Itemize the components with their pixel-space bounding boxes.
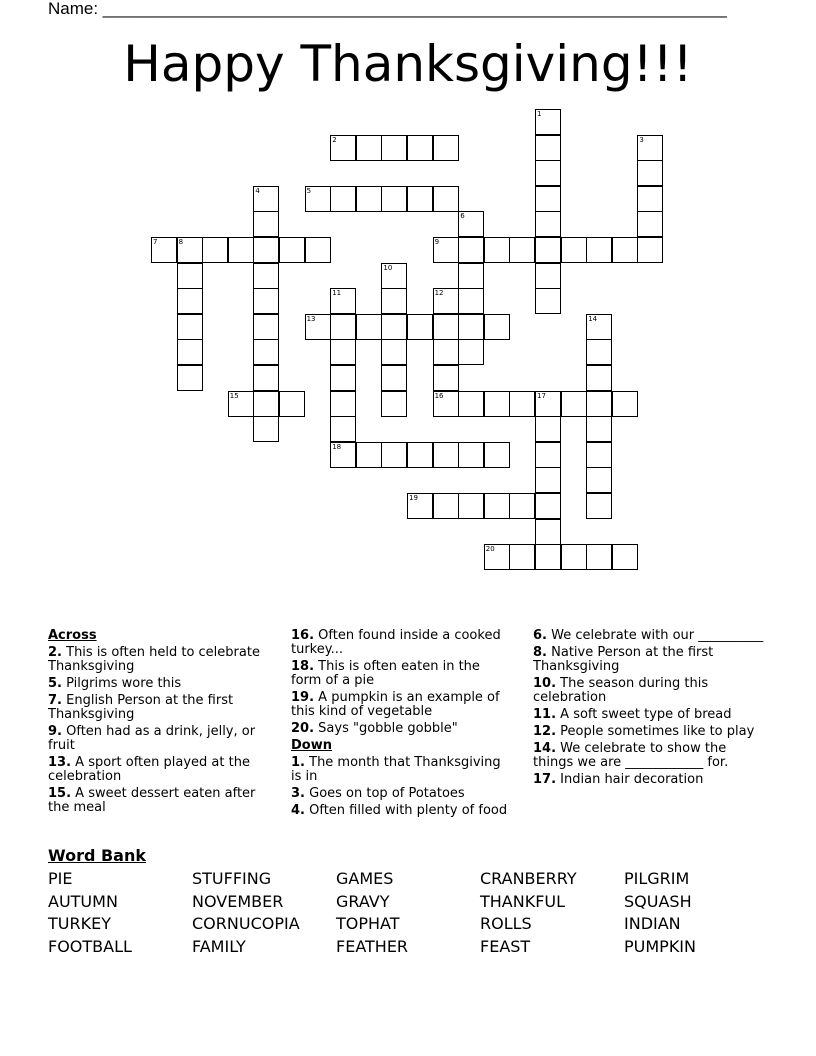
word-bank-word: PILGRIM [624,869,690,888]
grid-cell[interactable] [279,391,305,417]
grid-cell[interactable] [535,135,561,161]
grid-cell[interactable] [637,186,663,212]
word-bank-column [624,868,696,959]
grid-cell[interactable] [535,263,561,289]
grid-cell[interactable] [356,314,382,340]
grid-cell[interactable] [535,186,561,212]
clue-number: 13 [306,314,316,323]
clue-number: 1. [291,755,305,770]
grid-cell[interactable] [612,391,638,417]
grid-cell[interactable] [509,391,535,417]
clue [533,742,769,770]
clue-number: 20. [291,721,315,736]
grid-cell[interactable] [458,314,484,340]
across-heading: Across [48,628,97,643]
grid-cell[interactable] [484,237,510,263]
clue-number: 4 [255,186,260,195]
clue-number: 5. [48,676,62,691]
clue-number: 5 [306,186,312,195]
grid-cell[interactable] [535,544,561,570]
word-bank-word: TOPHAT [336,914,400,934]
clue [291,691,513,719]
grid-cell[interactable] [535,442,561,468]
word-bank-word: TURKEY [48,914,111,934]
grid-cell[interactable] [433,237,459,263]
grid-cell[interactable] [535,211,561,237]
grid-cell[interactable] [177,365,203,391]
grid-cell[interactable] [535,237,561,263]
grid-cell[interactable] [586,391,612,417]
grid-cell[interactable] [637,160,663,186]
grid-cell[interactable] [586,467,612,493]
grid-cell[interactable] [330,442,356,468]
grid-cell[interactable] [177,288,203,314]
grid-cell[interactable] [305,314,331,340]
grid-cell[interactable] [381,391,407,417]
grid-cell[interactable] [484,314,510,340]
grid-cell[interactable] [253,339,279,365]
grid-cell[interactable] [586,442,612,468]
grid-cell[interactable] [407,314,433,340]
page-title: Happy Thanksgiving!!! [123,35,693,93]
clue-text: Native Person at the first Thanksgiving [533,645,714,674]
grid-cell[interactable] [586,493,612,519]
clue-number: 16. [291,628,315,643]
word-bank-word: CORNUCOPIA [192,914,300,934]
grid-cell[interactable] [177,263,203,289]
clue-number: 4. [291,803,305,818]
grid-cell[interactable] [407,442,433,468]
grid-cell[interactable] [433,186,459,212]
clue-number: 6 [460,212,465,221]
clue-number: 6. [533,628,547,643]
grid-cell[interactable] [151,237,177,263]
clue [291,756,513,784]
clue-text: This is often eaten in the form of a pie [291,659,480,688]
grid-cell[interactable] [458,237,484,263]
grid-cell[interactable] [330,416,356,442]
grid-cell[interactable] [458,442,484,468]
clue-text: We celebrate with our __________ [551,628,764,643]
grid-cell[interactable] [433,391,459,417]
grid-cell[interactable] [637,211,663,237]
grid-cell[interactable] [381,365,407,391]
clue-number: 11 [332,289,342,298]
clue-number: 17 [537,391,546,400]
clue-text: A sweet dessert eaten after the meal [48,786,256,815]
grid-cell[interactable] [381,263,407,289]
grid-cell[interactable] [305,237,331,263]
grid-cell[interactable] [253,263,279,289]
word-bank-word: FEATHER [336,937,409,957]
grid-cell[interactable] [509,237,535,263]
grid-cell[interactable] [228,237,254,263]
clue [291,804,513,818]
clue-number: 14. [533,741,557,756]
grid-cell[interactable] [433,314,459,340]
grid-cell[interactable] [458,263,484,289]
grid-cell[interactable] [381,339,407,365]
grid-cell[interactable] [586,544,612,570]
grid-cell[interactable] [228,391,254,417]
grid-cell[interactable] [381,288,407,314]
clue [533,725,769,739]
grid-cell[interactable] [433,442,459,468]
word-bank-word: ROLLS [480,914,532,934]
grid-cell[interactable] [381,442,407,468]
name-line[interactable]: Name: __________________________________________________________________ [48,0,727,18]
grid-cell[interactable] [177,237,203,263]
clue-text: The season during this celebration [533,676,709,705]
grid-cell[interactable] [177,339,203,365]
clue-number: 15 [229,391,239,400]
grid-cell[interactable] [433,493,459,519]
word-bank-word: SQUASH [624,891,692,911]
grid-cell[interactable] [253,288,279,314]
grid-cell[interactable] [637,237,663,263]
word-bank-word: INDIAN [624,914,681,934]
clue [291,787,513,801]
clue-number: 12 [434,289,444,298]
clue-text: Indian hair decoration [560,772,704,787]
clue-number: 8. [533,645,547,660]
clue-number: 18 [332,442,342,451]
grid-cell[interactable] [330,135,356,161]
clue [533,773,769,787]
clue [48,725,274,753]
clue-number: 2. [48,645,62,660]
clue-number: 1 [537,110,542,118]
clue [533,708,769,722]
grid-cell[interactable] [484,391,510,417]
grid-cell[interactable] [586,339,612,365]
clue-text: Often filled with plenty of food [309,803,508,818]
grid-cell[interactable] [330,339,356,365]
clue [48,787,274,815]
grid-cell[interactable] [202,237,228,263]
grid-cell[interactable] [535,519,561,545]
grid-cell[interactable] [561,391,587,417]
clue-number: 12. [533,724,557,739]
grid-cell[interactable] [535,109,561,135]
clue [48,756,274,784]
clue-text: Often had as a drink, jelly, or fruit [48,724,256,753]
clue [48,646,274,674]
clue-text: Pilgrims wore this [66,676,182,691]
grid-cell[interactable] [253,314,279,340]
clue-text: We celebrate to show the things we are ____________ for. [533,741,729,770]
clues-column-2 [291,629,513,821]
grid-cell[interactable] [586,237,612,263]
clue-number: 3. [291,786,305,801]
clue [291,660,513,688]
grid-cell[interactable] [484,493,510,519]
clue [48,677,274,691]
clue-number: 7. [48,693,62,708]
clues-column-1 [48,629,274,818]
clue [533,646,769,674]
word-bank-column [336,868,408,959]
clue-number: 17. [533,772,557,787]
grid-cell[interactable] [535,467,561,493]
word-bank-word: PIE [48,869,73,888]
clue-number: 8 [178,238,184,246]
clue-text: The month that Thanksgiving is in [291,755,501,784]
grid-cell[interactable] [586,365,612,391]
clues-column-3 [533,629,769,790]
clue-number: 3 [639,135,644,144]
grid-cell[interactable] [535,493,561,519]
word-bank-word: GAMES [336,869,394,888]
grid-cell[interactable] [279,237,305,263]
clue-text: Goes on top of Potatoes [309,786,465,801]
clue-number: 18. [291,659,315,674]
grid-cell[interactable] [253,186,279,212]
grid-cell[interactable] [253,211,279,237]
clue-number: 10. [533,676,557,691]
clue-text: English Person at the first Thanksgiving [48,693,234,722]
word-bank-column [480,868,577,959]
word-bank-word: PUMPKIN [624,937,696,957]
grid-cell[interactable] [330,365,356,391]
grid-cell[interactable] [433,135,459,161]
clue-number: 19 [409,494,418,502]
grid-cell[interactable] [637,135,663,161]
grid-cell[interactable] [305,186,331,212]
down-heading: Down [291,738,332,753]
grid-cell[interactable] [407,493,433,519]
grid-cell[interactable] [535,160,561,186]
grid-cell[interactable] [253,237,279,263]
grid-cell[interactable] [484,442,510,468]
clue-number: 11. [533,707,557,722]
clue [533,677,769,705]
word-bank-column [192,868,300,959]
grid-cell[interactable] [433,339,459,365]
word-bank-column [48,868,132,959]
word-bank-word: GRAVY [336,891,390,911]
grid-cell[interactable] [330,314,356,340]
clue-number: 2 [332,135,337,144]
grid-cell[interactable] [458,288,484,314]
grid-cell[interactable] [586,416,612,442]
word-bank-word: THANKFUL [480,891,566,911]
grid-cell[interactable] [381,314,407,340]
grid-cell[interactable] [381,135,407,161]
clue-text: A sport often played at the celebration [48,755,250,784]
grid-cell[interactable] [586,314,612,340]
grid-cell[interactable] [330,186,356,212]
clue-number: 9 [434,238,440,246]
clue [291,722,513,736]
clue [291,629,513,657]
clue-number: 15. [48,786,72,801]
clue-text: A pumpkin is an example of this kind of vegetable [291,690,500,719]
clue-number: 9. [48,724,62,739]
grid-cell[interactable] [356,442,382,468]
grid-cell[interactable] [535,416,561,442]
clue-number: 7 [153,238,158,246]
clue-text: People sometimes like to play [560,724,755,739]
grid-cell[interactable] [458,211,484,237]
grid-cell[interactable] [509,544,535,570]
clue [533,629,769,643]
grid-cell[interactable] [253,391,279,417]
grid-cell[interactable] [535,391,561,417]
clue-number: 14 [588,314,598,323]
grid-cell[interactable] [612,544,638,570]
clue-number: 16 [434,391,444,400]
word-bank-word: FAMILY [192,937,246,957]
clue-text: This is often held to celebrate Thanksgiving [48,645,260,674]
grid-cell[interactable] [330,288,356,314]
grid-cell[interactable] [561,237,587,263]
clue-text: Often found inside a cooked turkey... [291,628,501,657]
grid-cell[interactable] [381,186,407,212]
grid-cell[interactable] [458,493,484,519]
grid-cell[interactable] [356,186,382,212]
grid-cell[interactable] [458,391,484,417]
word-bank-word: NOVEMBER [192,891,284,911]
grid-cell[interactable] [612,237,638,263]
clue-number: 19. [291,690,315,705]
grid-cell[interactable] [407,135,433,161]
grid-cell[interactable] [177,314,203,340]
word-bank-word: AUTUMN [48,891,118,911]
clue-number: 13. [48,755,72,770]
grid-cell[interactable] [330,391,356,417]
grid-cell[interactable] [433,365,459,391]
grid-cell[interactable] [484,544,510,570]
grid-cell[interactable] [561,544,587,570]
grid-cell[interactable] [253,365,279,391]
grid-cell[interactable] [356,135,382,161]
clue-text: Says "gobble gobble" [318,721,458,736]
grid-cell[interactable] [535,288,561,314]
clue-number: 10 [383,263,393,272]
word-bank-word: CRANBERRY [480,869,577,888]
grid-cell[interactable] [407,186,433,212]
word-bank-word: STUFFING [192,869,272,888]
word-bank-word: FEAST [480,937,531,957]
word-bank-heading: Word Bank [48,846,147,865]
grid-cell[interactable] [253,416,279,442]
grid-cell[interactable] [509,493,535,519]
grid-cell[interactable] [458,339,484,365]
grid-cell[interactable] [433,288,459,314]
word-bank-word: FOOTBALL [48,937,132,957]
clue-number: 20 [485,545,495,554]
clue-text: A soft sweet type of bread [560,707,732,722]
clue [48,694,274,722]
